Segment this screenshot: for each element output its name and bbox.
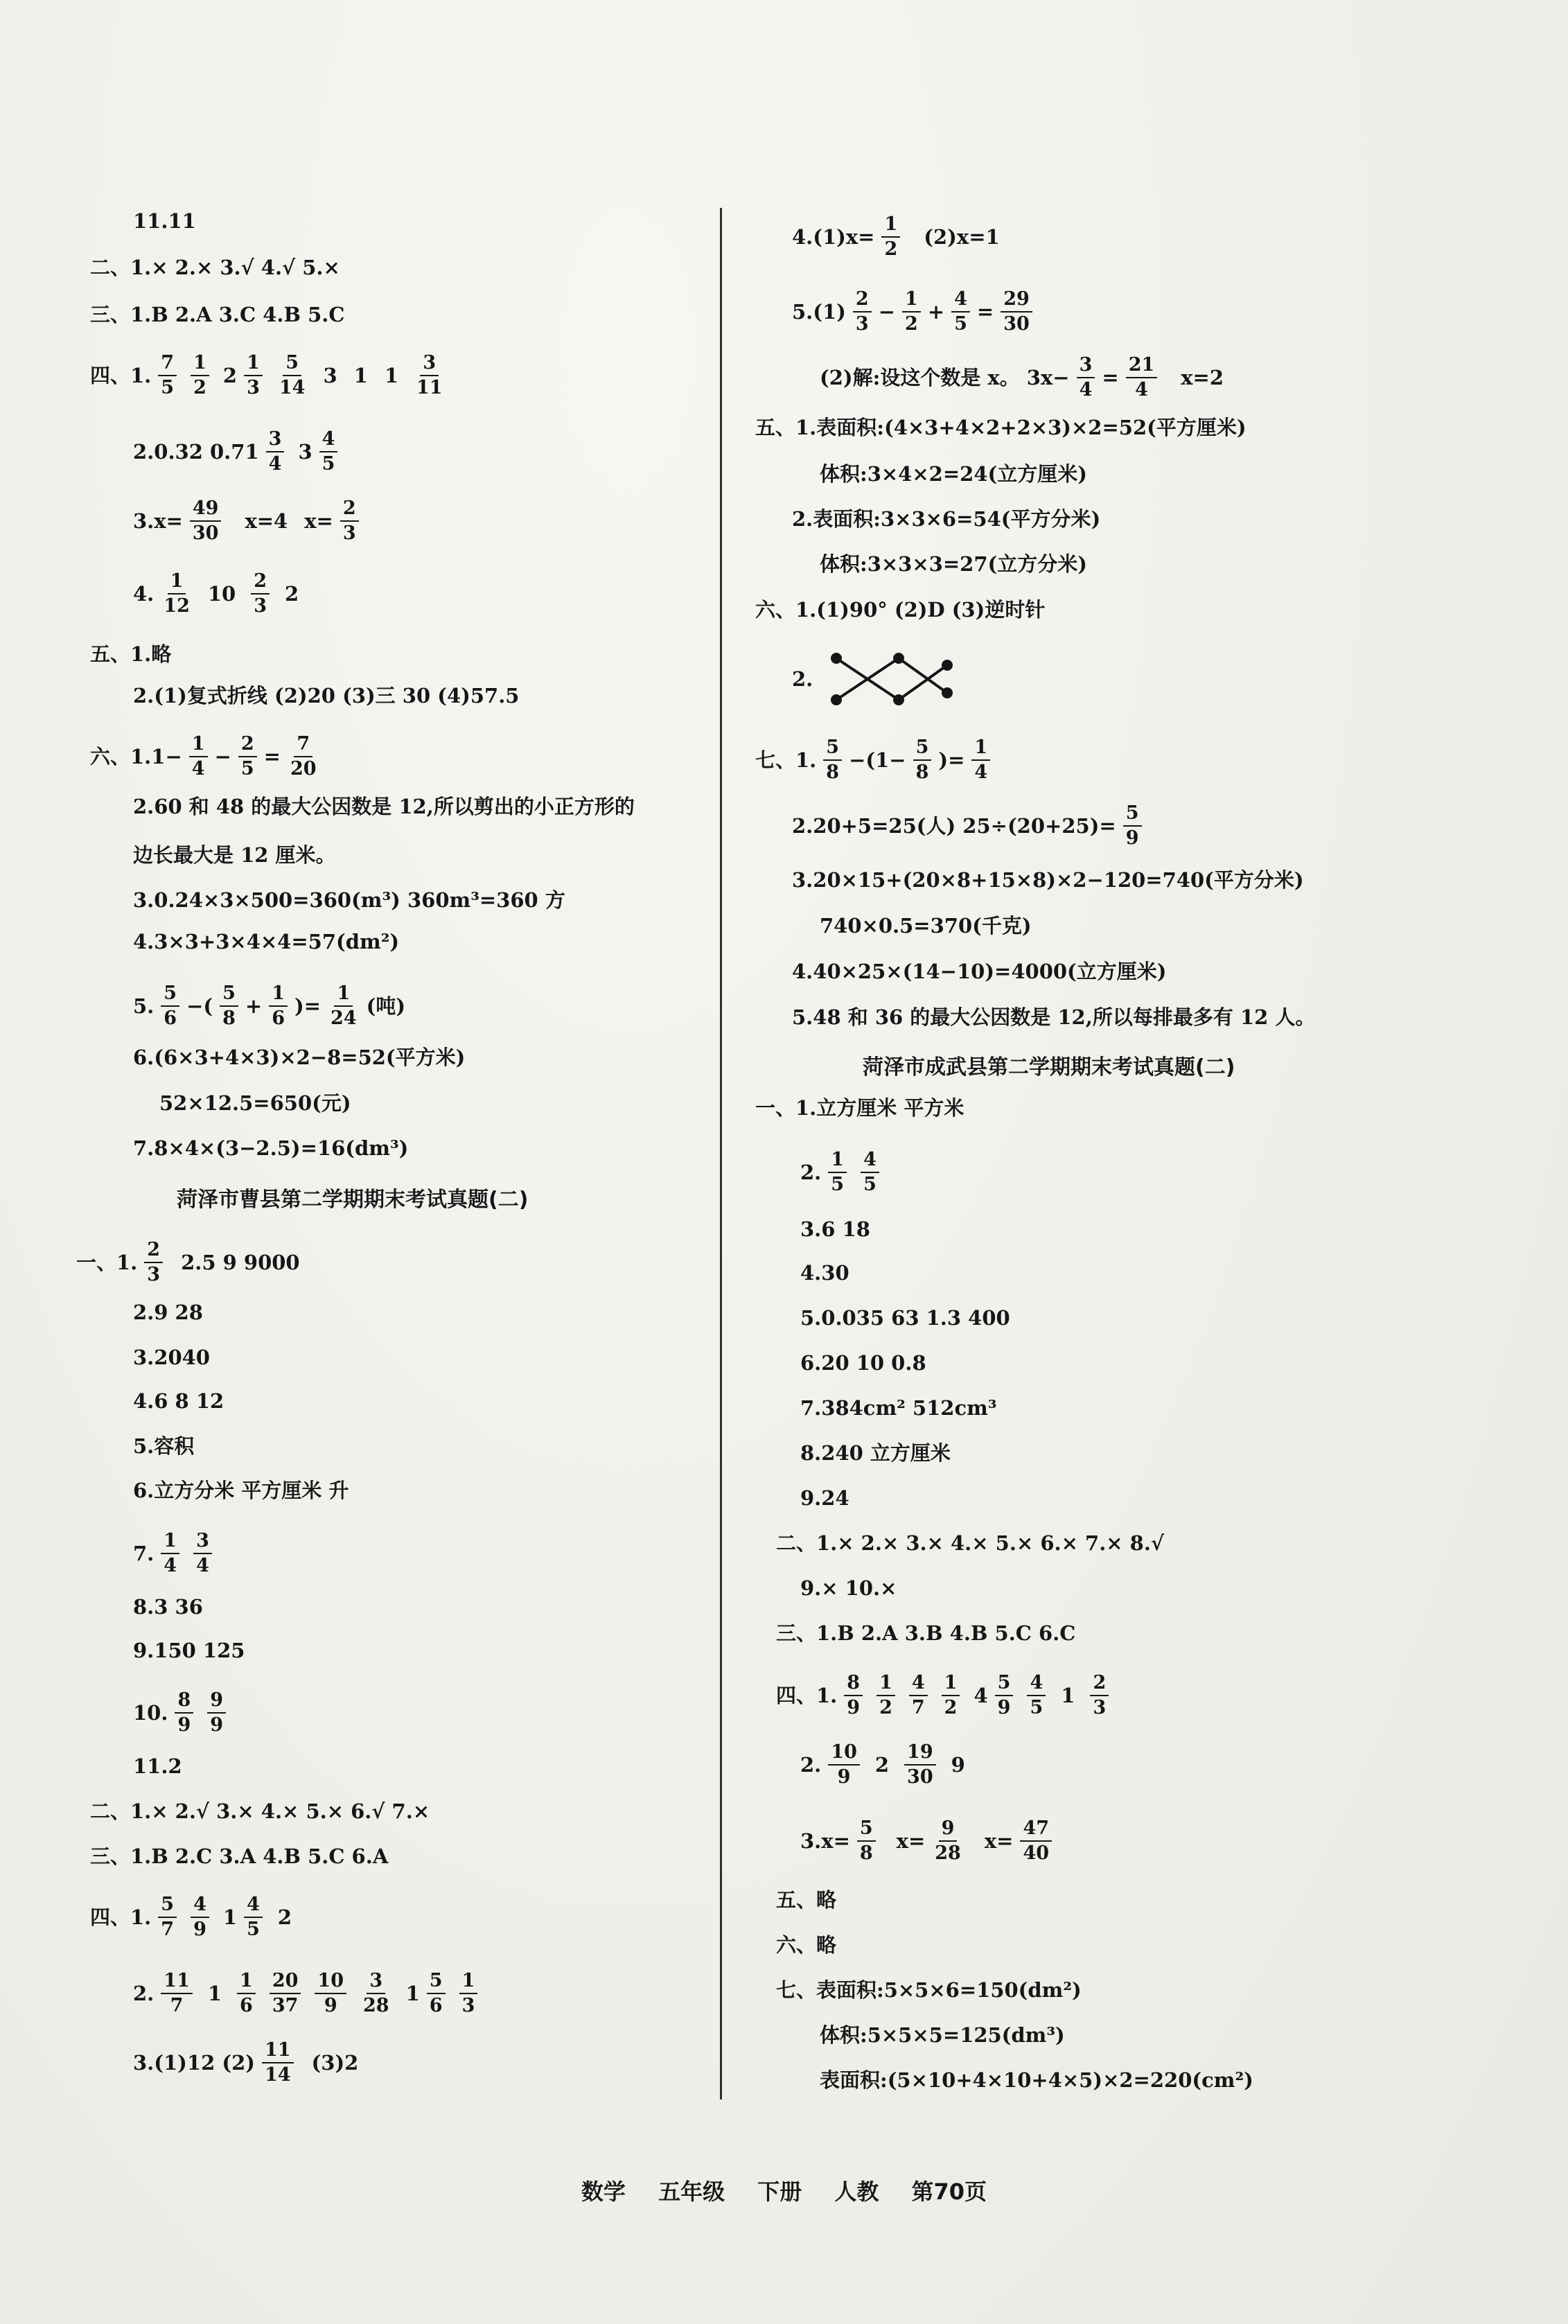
answer-line: 9.150 125 <box>133 1639 245 1662</box>
inline-text: x=2 <box>1181 365 1224 389</box>
inline-text: (吨) <box>366 994 406 1018</box>
number: 1 <box>1061 1683 1075 1707</box>
fraction: $\frac{1}{3}$ <box>452 1971 485 2016</box>
inline-text: = <box>1102 365 1119 389</box>
inline-text: + <box>245 994 263 1018</box>
answer-line-fractions: 一、1. $\frac{2}{3}$ 2.5 9 9000 <box>76 1239 300 1286</box>
matching-diagram <box>822 651 961 707</box>
fraction: $\frac{5}{8}$ <box>213 984 245 1029</box>
number: 2 <box>874 1752 890 1777</box>
answer-line: 5.48 和 36 的最大公因数是 12,所以每排最多有 12 人。 <box>792 1005 1316 1029</box>
fraction: $\frac{5}{8}$ <box>850 1819 883 1864</box>
fraction: $\frac{3}{4}$ <box>1070 355 1102 400</box>
section-title: 菏泽市曹县第二学期期末考试真题(二) <box>177 1188 529 1212</box>
fraction: $\frac{3}{28}$ <box>363 1970 389 2017</box>
inline-text: )= <box>938 748 965 772</box>
inline-text: + <box>927 299 945 324</box>
answer-line: 五、1.略 <box>90 642 172 666</box>
fraction: $\frac{9}{28}$ <box>935 1817 961 1865</box>
mixed-number: 1 $\frac{5}{6}$ <box>399 1971 452 2016</box>
fraction: $\frac{4}{5}$ <box>944 290 977 335</box>
fraction: $\frac{5}{9}$ <box>1116 804 1149 849</box>
fraction: $\frac{7}{5}$ <box>151 353 184 398</box>
answer-line: 8.240 立方厘米 <box>800 1441 951 1465</box>
inline-text: x= <box>984 1829 1014 1853</box>
fraction: $\frac{49}{30}$ <box>183 499 229 544</box>
number: 1 <box>207 1981 222 2005</box>
number: 1 <box>384 363 398 387</box>
fraction: $\frac{3}{4}$ <box>259 430 292 475</box>
answer-line-fractions: 3.x= $\frac{49}{30}$ x=4 x= $\frac{2}{3}$ <box>133 499 366 544</box>
fraction: $\frac{21}{4}$ <box>1119 355 1165 400</box>
mixed-number: 1 $\frac{4}{5}$ <box>216 1895 270 1940</box>
fraction: $\frac{4}{7}$ <box>902 1673 935 1718</box>
number: 3 <box>323 363 337 387</box>
answer-line: 8.3 36 <box>133 1595 203 1619</box>
mixed-number: 4 $\frac{5}{9}$ <box>967 1673 1020 1718</box>
fraction: $\frac{2}{3}$ <box>244 572 276 617</box>
answer-line: 一、1.立方厘米 平方米 <box>755 1096 964 1120</box>
inline-text: x= <box>304 509 333 533</box>
answer-line: 三、1.B 2.A 3.C 4.B 5.C <box>90 303 345 326</box>
answer-line: 4.40×25×(14−10)=4000(立方厘米) <box>792 960 1167 983</box>
footer-subject: 数学 <box>581 2178 626 2205</box>
inline-text: = <box>263 744 281 768</box>
answer-line: 4.6 8 12 <box>133 1389 224 1413</box>
fraction: $\frac{10}{9}$ <box>821 1743 867 1788</box>
answer-line: 三、1.B 2.C 3.A 4.B 5.C 6.A <box>90 1845 389 1868</box>
answer-line-fractions: 2.0.32 0.71 $\frac{3}{4}$ 3 $\frac{4}{5}$ <box>133 430 344 475</box>
answer-line: 2.(1)复式折线 (2)20 (3)三 30 (4)57.5 <box>133 684 520 707</box>
footer-edition: 人教 <box>834 2178 879 2205</box>
fraction: $\frac{2}{3}$ <box>1083 1673 1116 1718</box>
answer-line: 2.表面积:3×3×6=54(平方分米) <box>792 507 1101 531</box>
fraction: $\frac{4}{9}$ <box>184 1895 216 1940</box>
page-footer <box>0 2174 1568 2206</box>
inline-text: − <box>878 299 896 324</box>
answer-line: 3.2040 <box>133 1346 210 1369</box>
number: 10 <box>207 581 236 606</box>
answer-line-fractions: 四、1. $\frac{8}{9}$ $\frac{1}{2}$ $\frac{4}{7}$ $\frac{1}{2}$ 4 $\frac{5}{9}$ $\frac{4}{5}$ 1 $\frac{2}{3}$ <box>776 1673 1116 1718</box>
fraction: $\frac{1}{2}$ <box>184 353 216 398</box>
answer-line: 五、略 <box>776 1888 837 1912</box>
fraction: $\frac{19}{30}$ <box>897 1743 943 1788</box>
answer-line: 6.立方分米 平方厘米 升 <box>133 1479 349 1502</box>
answer-line: 体积:5×5×5=125(dm³) <box>820 2023 1065 2047</box>
answer-line: 表面积:(5×10+4×10+4×5)×2=220(cm²) <box>820 2068 1253 2092</box>
answer-line: 2.9 28 <box>133 1301 203 1324</box>
answer-line: 3.6 18 <box>800 1217 870 1241</box>
answer-line: 体积:3×4×2=24(立方厘米) <box>820 462 1087 486</box>
inline-text: (3)2 <box>311 2050 359 2075</box>
fraction: $\frac{1}{4}$ <box>964 738 997 783</box>
number: 9 <box>951 1752 965 1777</box>
inline-text: − <box>214 744 231 768</box>
fraction: $\frac{1}{2}$ <box>895 290 928 335</box>
answer-line: 边长最大是 12 厘米。 <box>133 843 336 867</box>
inline-text: = <box>976 299 994 324</box>
fraction: $\frac{1}{2}$ <box>870 1673 902 1718</box>
inline-text: −( <box>186 994 213 1018</box>
answer-line: 3.20×15+(20×8+15×8)×2−120=740(平方分米) <box>792 868 1304 892</box>
inline-text: (2)x=1 <box>924 225 1000 249</box>
answer-line: 4.3×3+3×4×4=57(dm²) <box>133 930 400 953</box>
answer-line-fractions: (2)解:设这个数是 x。 3x− $\frac{3}{4}$ = $\frac{21}{4}$ x=2 <box>820 354 1224 401</box>
footer-volume: 下册 <box>757 2178 802 2205</box>
answer-line-fractions: 四、1. $\frac{5}{7}$ $\frac{4}{9}$ 1 $\frac{4}{5}$ 2 <box>90 1894 292 1941</box>
answer-line-fractions: 2.20+5=25(人) 25÷(20+25)= $\frac{5}{9}$ <box>792 804 1149 849</box>
fraction: $\frac{1}{12}$ <box>164 570 190 617</box>
fraction: $\frac{4}{5}$ <box>854 1150 886 1195</box>
inline-text: 2.5 9 9000 <box>181 1250 300 1274</box>
answer-line: 7.384cm² 512cm³ <box>800 1396 997 1420</box>
answer-line-fractions: 5. $\frac{5}{6}$ −( $\frac{5}{8}$ + $\frac{1}{6}$ )= $\frac{1}{24}$ (吨) <box>133 983 406 1030</box>
fraction: $\frac{10}{9}$ <box>308 1971 353 2016</box>
footer-page-number: 第70页 <box>911 2178 987 2205</box>
answer-line: 六、略 <box>776 1933 837 1957</box>
answer-line-fractions: 5.(1) $\frac{2}{3}$ − $\frac{1}{2}$ + $\frac{4}{5}$ = $\frac{29}{30}$ <box>792 290 1039 335</box>
answer-line-fractions: 4. $\frac{1}{12}$ 10 $\frac{2}{3}$ 2 <box>133 570 299 617</box>
answer-line: 9.× 10.× <box>800 1576 897 1600</box>
mixed-number: 2 $\frac{1}{3}$ <box>216 353 270 398</box>
answer-line: 3.0.24×3×500=360(m³) 360m³=360 方 <box>133 888 565 912</box>
fraction: $\frac{2}{3}$ <box>846 290 879 335</box>
fraction: $\frac{1}{2}$ <box>935 1673 967 1718</box>
answer-line: 五、1.表面积:(4×3+4×2+2×3)×2=52(平方厘米) <box>755 416 1247 439</box>
fraction: $\frac{5}{6}$ <box>154 984 186 1029</box>
fraction: $\frac{9}{9}$ <box>200 1691 233 1736</box>
fraction: $\frac{11}{7}$ <box>154 1971 200 2016</box>
fraction: $\frac{47}{40}$ <box>1013 1819 1059 1864</box>
fraction: $\frac{1}{4}$ <box>154 1531 186 1576</box>
inline-text: −(1− <box>849 748 906 772</box>
fraction: $\frac{2}{5}$ <box>231 734 264 780</box>
fraction: $\frac{1}{5}$ <box>821 1150 854 1195</box>
answer-line: 六、1.(1)90° (2)D (3)逆时针 <box>755 598 1046 622</box>
fraction: $\frac{5}{14}$ <box>279 352 306 399</box>
fraction: $\frac{1}{24}$ <box>331 983 357 1030</box>
mixed-number: 3 $\frac{4}{5}$ <box>291 430 344 475</box>
fraction: $\frac{3}{11}$ <box>416 352 443 399</box>
answer-line: 740×0.5=370(千克) <box>820 914 1032 937</box>
answer-line-fractions: 2. $\frac{1}{5}$ $\frac{4}{5}$ <box>800 1150 886 1195</box>
answer-line: 11.2 <box>133 1754 182 1778</box>
answer-line: 5.容积 <box>133 1434 195 1458</box>
number: 2 <box>285 581 299 606</box>
inline-text: )= <box>294 994 321 1018</box>
answer-line-fractions: 六、1.1− $\frac{1}{4}$ − $\frac{2}{5}$ = $\frac{7}{20}$ <box>90 734 326 780</box>
answer-line-fractions: 10. $\frac{8}{9}$ $\frac{9}{9}$ <box>133 1691 233 1736</box>
answer-line: 7.8×4×(3−2.5)=16(dm³) <box>133 1136 409 1160</box>
answer-line: 二、1.× 2.√ 3.× 4.× 5.× 6.√ 7.× <box>90 1799 430 1823</box>
section-title: 菏泽市成武县第二学期期末考试真题(二) <box>863 1055 1235 1080</box>
fraction: $\frac{2}{3}$ <box>333 499 366 544</box>
fraction: $\frac{1}{4}$ <box>182 734 215 780</box>
answer-line: 三、1.B 2.A 3.B 4.B 5.C 6.C <box>776 1621 1076 1645</box>
fraction: $\frac{5}{8}$ <box>816 738 849 783</box>
fraction: $\frac{1}{2}$ <box>874 215 907 260</box>
fraction: $\frac{29}{30}$ <box>994 290 1039 335</box>
number: 1 <box>353 363 368 387</box>
answer-line-fractions: 2. $\frac{11}{7}$ 1 $\frac{1}{6}$ $\frac{20}{37}$ $\frac{10}{9}$ $\frac{3}{28}$ 1 $\frac{5}{6}$ $\frac{1}{3}$ <box>133 1971 484 2016</box>
fraction: $\frac{5}{7}$ <box>151 1895 184 1940</box>
answer-line-fractions: 3.(1)12 (2) $\frac{11}{14}$ (3)2 <box>133 2039 359 2086</box>
answer-line: 4.30 <box>800 1261 849 1285</box>
fraction: $\frac{7}{20}$ <box>290 733 317 780</box>
answer-line-fractions: 4.(1)x= $\frac{1}{2}$ (2)x=1 <box>792 213 1000 261</box>
footer-grade: 五年级 <box>658 2178 725 2205</box>
fraction: $\frac{3}{4}$ <box>186 1531 219 1576</box>
inline-text: x= <box>896 1829 926 1853</box>
answer-line-fractions: 七、1. $\frac{5}{8}$ −(1− $\frac{5}{8}$ )= $\frac{1}{4}$ <box>755 738 997 783</box>
answer-line: 6.20 10 0.8 <box>800 1351 926 1375</box>
column-divider <box>720 208 722 2099</box>
answer-line: 二、1.× 2.× 3.× 4.× 5.× 6.× 7.× 8.√ <box>776 1531 1165 1555</box>
fraction: $\frac{8}{9}$ <box>168 1691 200 1736</box>
answer-line-fractions: 7. $\frac{1}{4}$ $\frac{3}{4}$ <box>133 1531 219 1576</box>
answer-line: 2. <box>792 651 961 707</box>
inline-text: x=4 <box>245 509 288 533</box>
answer-line: 52×12.5=650(元) <box>159 1091 351 1115</box>
answer-line: 5.0.035 63 1.3 400 <box>800 1306 1010 1330</box>
answer-line-fractions: 3.x= $\frac{5}{8}$ x= $\frac{9}{28}$ x= $\frac{47}{40}$ <box>800 1819 1059 1864</box>
answer-line: 6.(6×3+4×3)×2−8=52(平方米) <box>133 1046 466 1069</box>
answer-line: 2.60 和 48 的最大公因数是 12,所以剪出的小正方形的 <box>133 795 635 818</box>
fraction: $\frac{4}{5}$ <box>1020 1673 1052 1718</box>
fraction: $\frac{11}{14}$ <box>255 2041 301 2086</box>
answer-line: 二、1.× 2.× 3.√ 4.√ 5.× <box>90 256 340 279</box>
fraction: $\frac{2}{3}$ <box>137 1240 170 1285</box>
fraction: $\frac{1}{6}$ <box>230 1971 263 2016</box>
fraction: $\frac{1}{6}$ <box>262 984 294 1029</box>
answer-line-fractions: 四、1. $\frac{7}{5}$ $\frac{1}{2}$ 2 $\frac{1}{3}$ $\frac{5}{14}$ 3 1 1 $\frac{3}{11}$ <box>90 353 452 398</box>
fraction: $\frac{5}{8}$ <box>906 738 939 783</box>
answer-line: 11.11 <box>133 209 196 233</box>
answer-line: 9.24 <box>800 1486 849 1510</box>
fraction: $\frac{20}{37}$ <box>263 1971 308 2016</box>
answer-line: 七、表面积:5×5×6=150(dm²) <box>776 1978 1082 2002</box>
answer-line: 体积:3×3×3=27(立方分米) <box>820 552 1087 576</box>
number: 2 <box>277 1905 292 1929</box>
answer-line-fractions: 2. $\frac{10}{9}$ 2 $\frac{19}{30}$ 9 <box>800 1741 965 1788</box>
fraction: $\frac{8}{9}$ <box>837 1673 870 1718</box>
